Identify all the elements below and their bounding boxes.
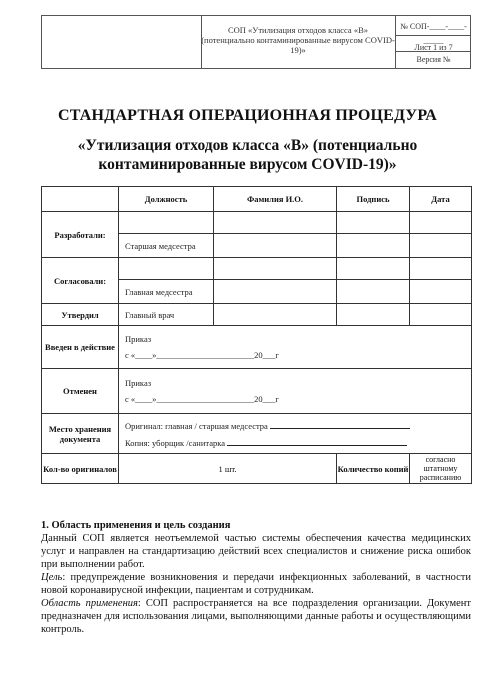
column-header-position: Должность: [119, 187, 214, 212]
table-row: [42, 212, 472, 234]
table-cell: [410, 280, 472, 304]
table-cell: [410, 258, 472, 280]
table-cell: [214, 234, 337, 258]
table-cell: [337, 212, 410, 234]
originals-label: Кол-во оригиналов: [42, 454, 119, 484]
sop-number: № СОП-____-____-_____: [396, 20, 471, 36]
table-cell: [337, 234, 410, 258]
developed-position: Старшая медсестра: [119, 234, 214, 258]
table-row: [42, 414, 472, 454]
logo-cell: [42, 16, 202, 68]
column-header-date: Дата: [410, 187, 472, 212]
table-cell: [337, 280, 410, 304]
table-row: [42, 326, 472, 369]
order-label: Приказ: [125, 334, 152, 344]
developed-label: Разработали:: [42, 212, 119, 258]
table-cell: [214, 212, 337, 234]
fill-line: [270, 420, 410, 429]
cancelled-label: Отменен: [42, 369, 119, 414]
table-cell: [214, 304, 337, 326]
table-row: [42, 304, 472, 326]
order-date-line: с «____»_______________________20___г: [125, 350, 279, 360]
storage-copy-row: [125, 437, 471, 448]
copies-label: Количество копий: [337, 454, 410, 484]
table-cell: [214, 280, 337, 304]
table-header-row: [42, 187, 472, 212]
table-cell: [410, 234, 472, 258]
page-subtitle: [0, 136, 495, 174]
column-header-name: Фамилия И.О.: [214, 187, 337, 212]
approved-position: Главный врач: [119, 304, 214, 326]
sheet-number: Лист 1 из 7: [396, 36, 471, 52]
enacted-label: Введен в действие: [42, 326, 119, 369]
storage-label: Место хранения документа: [42, 414, 119, 454]
sop-meta-cell: [396, 16, 471, 68]
section-heading: 1. Область применения и цель создания: [41, 520, 231, 531]
table-cell: [214, 258, 337, 280]
table-row: [42, 258, 472, 280]
scope-text: : СОП распространяется на все подразделения организации. Документ предназначен для использования лицами, выполняющими данные работы и осуществляющими контроль.: [41, 598, 472, 635]
storage-locations: [119, 414, 472, 454]
order-date-line: с «____»_______________________20___г: [125, 394, 279, 404]
goal-text: : предупреждение возникновения и передачи инфекционных заболеваний, в частности новой коронавирусной инфекции, пациентам и сотрудникам.: [41, 572, 471, 596]
originals-value: 1 шт.: [119, 454, 337, 484]
agreed-label: Согласовали:: [42, 258, 119, 304]
table-cell: [337, 258, 410, 280]
table-cell: [410, 304, 472, 326]
section-paragraph: Данный СОП является неотъемлемой частью системы обеспечения качества медицинских услуг и направлен на стандартизацию действий всех специалистов и снижение риска ошибок при выполнении работ.: [41, 533, 471, 570]
table-cell: [337, 304, 410, 326]
cancelled-order: [119, 369, 472, 414]
document-header: [41, 15, 471, 69]
storage-original-row: [125, 420, 471, 431]
approval-table: [41, 186, 472, 484]
fill-line: [227, 437, 407, 446]
table-cell: [410, 212, 472, 234]
subtitle-line-1: «Утилизация отходов класса «В» (потенциально: [77, 137, 418, 154]
table-cell: [42, 187, 119, 212]
subtitle-line-2: контаминированные вирусом COVID-19)»: [98, 156, 397, 173]
table-row: [42, 454, 472, 484]
scope-paragraph: [41, 597, 471, 636]
scope-label: Область применения: [41, 598, 138, 609]
agreed-position: Главная медсестра: [119, 280, 214, 304]
table-cell: [119, 258, 214, 280]
version-number: Версия №: [416, 55, 451, 64]
table-cell: [119, 212, 214, 234]
goal-label: Цель: [41, 572, 63, 583]
section-1: [41, 519, 471, 636]
enacted-order: [119, 326, 472, 369]
order-label: Приказ: [125, 378, 152, 388]
storage-copy: Копия: уборщик /санитарка: [125, 437, 226, 448]
column-header-signature: Подпись: [337, 187, 410, 212]
sop-title-cell: СОП «Утилизация отходов класса «В» (потенциально контаминированные вирусом COVID-19)»: [201, 16, 396, 68]
storage-original: Оригинал: главная / старшая медсестра: [125, 420, 268, 431]
approved-label: Утвердил: [42, 304, 119, 326]
copies-value: согласно штатному расписанию: [410, 454, 472, 484]
table-row: [42, 369, 472, 414]
page-title: СТАНДАРТНАЯ ОПЕРАЦИОННАЯ ПРОЦЕДУРА: [57, 107, 438, 124]
goal-paragraph: [41, 571, 471, 597]
